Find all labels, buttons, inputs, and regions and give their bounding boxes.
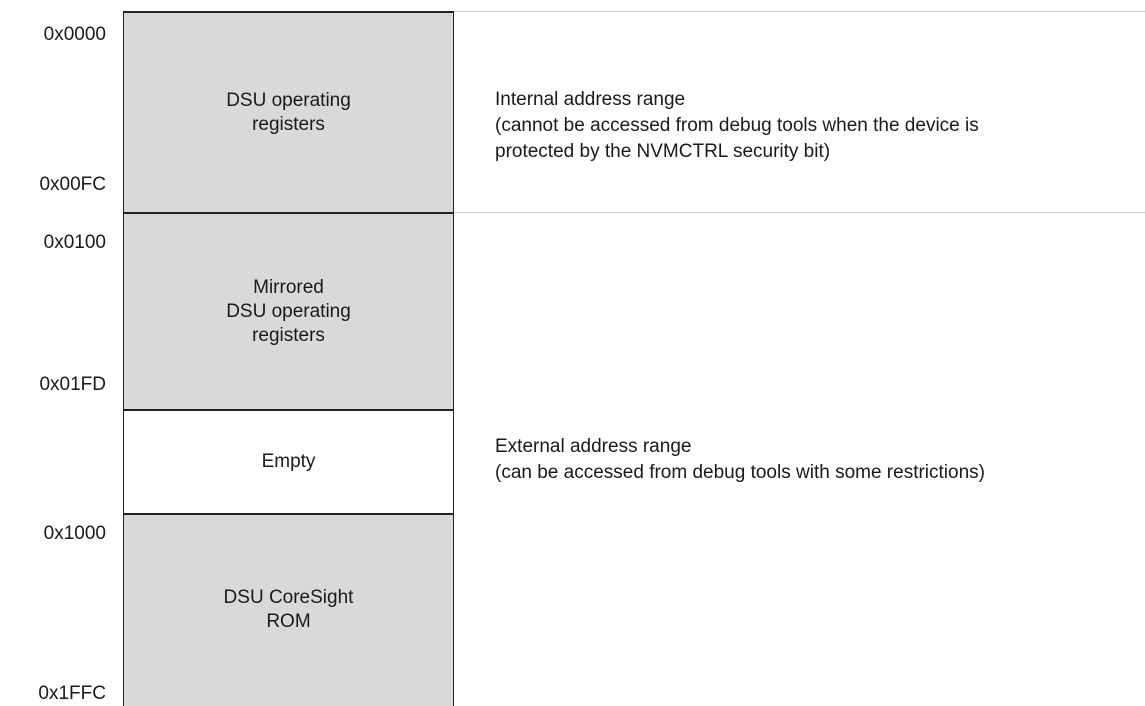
block-label-mirrored-dsu-operating-registers: Mirrored DSU operating registers bbox=[226, 276, 351, 346]
block-label-empty: Empty bbox=[261, 451, 316, 472]
address-label-0x0100: 0x0100 bbox=[43, 232, 106, 253]
address-label-0x1ffc: 0x1FFC bbox=[38, 683, 106, 704]
external-range-title: External address range bbox=[495, 436, 692, 457]
range-divider-internal-external bbox=[454, 212, 1145, 213]
block-dsu-coresight-rom bbox=[123, 514, 454, 706]
block-mirrored-dsu-operating-registers bbox=[123, 213, 454, 410]
boundary-empty-top bbox=[123, 409, 454, 411]
block-label-dsu-coresight-rom: DSU CoreSight ROM bbox=[223, 587, 354, 632]
address-label-0x1000: 0x1000 bbox=[43, 523, 106, 544]
internal-range-note-line1: (cannot be accessed from debug tools when the device is bbox=[495, 115, 979, 136]
boundary-0x0100 bbox=[123, 212, 454, 214]
internal-range-title: Internal address range bbox=[495, 89, 686, 110]
internal-range-note-line2: protected by the NVMCTRL security bit) bbox=[495, 141, 831, 162]
boundary-0x1000 bbox=[123, 513, 454, 515]
boundary-top bbox=[123, 11, 454, 13]
block-dsu-operating-registers bbox=[123, 12, 454, 213]
address-label-0x01fd: 0x01FD bbox=[39, 374, 106, 395]
block-label-dsu-operating-registers: DSU operating registers bbox=[226, 89, 351, 135]
range-divider-top bbox=[454, 11, 1145, 12]
block-empty bbox=[123, 410, 454, 514]
address-label-0x0000: 0x0000 bbox=[43, 24, 106, 45]
address-label-0x00fc: 0x00FC bbox=[39, 174, 106, 195]
external-range-note-line1: (can be accessed from debug tools with some restrictions) bbox=[495, 462, 985, 483]
